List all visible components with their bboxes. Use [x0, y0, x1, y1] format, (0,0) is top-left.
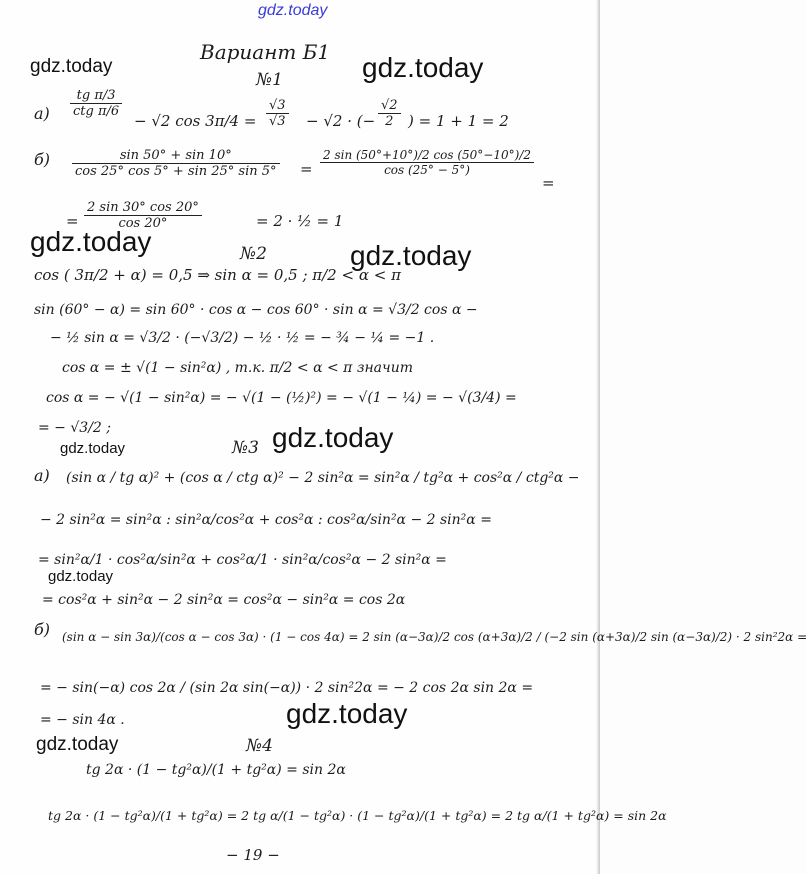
task1b-step2-end: = 2 · ½ = 1 [256, 212, 344, 230]
task-number-3: №3 [232, 438, 259, 458]
task1b-label: б) [34, 150, 51, 169]
task1b-den: cos 25° cos 5° + sin 25° sin 5° [75, 164, 277, 179]
task1a-label: а) [34, 104, 50, 123]
task1b-rhs-fraction [320, 148, 534, 177]
task4-line-2: tg 2α · (1 − tg²α)/(1 + tg²α) = 2 tg α/(1 − tg²α) · (1 − tg²α)/(1 + tg²α) = 2 tg α/(1 + tg²α) = sin 2α [48, 808, 667, 823]
task1a-mid2: − √2 · (− [306, 112, 376, 130]
task3a-line-1: (sin α / tg α)² + (cos α / ctg α)² − 2 sin²α = sin²α / tg²α + cos²α / ctg²α − [66, 470, 580, 486]
watermark: gdz.today [350, 240, 472, 271]
task2-line-5: cos α = − √(1 − sin²α) = − √(1 − (½)²) = − √(1 − ¼) = − √(3/4) = [46, 390, 517, 406]
task1a-mid: − √2 cos 3π/4 = [134, 112, 257, 130]
task1a-lhs-num: tg π/3 [70, 88, 122, 104]
watermark: gdz.today [362, 52, 484, 83]
task-number-1: №1 [256, 70, 283, 90]
task1a-fraction-1 [266, 98, 289, 129]
task3b-line-3: = − sin 4α . [40, 712, 125, 728]
variant-heading: Вариант Б1 [200, 40, 331, 64]
task3a-line-4: = cos²α + sin²α − 2 sin²α = cos²α − sin²α = cos 2α [42, 592, 406, 608]
task4-line-1: tg 2α · (1 − tg²α)/(1 + tg²α) = sin 2α [86, 762, 346, 778]
task1a-lhs-fraction [70, 88, 122, 119]
watermark: gdz.today [60, 440, 126, 457]
task1b-lhs-fraction [72, 148, 280, 179]
task1b-eq3: = [66, 212, 79, 230]
task1b-num: sin 50° + sin 10° [72, 148, 280, 164]
task1b-eq2: = [542, 174, 555, 192]
task1a-end: ) = 1 + 1 = 2 [408, 112, 509, 130]
task3a-line-2: − 2 sin²α = sin²α : sin²α/cos²α + cos²α : cos²α/sin²α − 2 sin²α = [40, 512, 492, 528]
task1a-lhs-den: ctg π/6 [73, 104, 120, 119]
task3a-line-3: = sin²α/1 · cos²α/sin²α + cos²α/1 · sin²α/cos²α − 2 sin²α = [38, 552, 447, 568]
watermark: gdz.today [286, 698, 408, 729]
page-number: − 19 − [226, 846, 280, 864]
watermark: gdz.today [272, 422, 394, 453]
watermark: gdz.today [30, 56, 113, 77]
task1b-step2-num: 2 sin 30° cos 20° [84, 200, 202, 216]
task3b-label: б) [34, 620, 51, 639]
task2-line-3: − ½ sin α = √3/2 · (−√3/2) − ½ · ½ = − ¾ − ¼ = −1 . [50, 330, 435, 346]
task1a-fraction-2 [378, 98, 401, 129]
task1b-eq: = [300, 160, 313, 178]
task1a-f1-den: √3 [269, 114, 286, 129]
watermark: gdz.today [36, 734, 119, 755]
task1b-step2-den: cos 20° [118, 216, 168, 231]
task1a-f2-num: √2 [378, 98, 401, 114]
task1b-step2-fraction [84, 200, 202, 231]
task1a-f2-den: 2 [385, 114, 394, 129]
task1b-rhs-den: cos (25° − 5°) [384, 163, 470, 177]
watermark-top: gdz.today [258, 2, 328, 19]
task2-line-4: cos α = ± √(1 − sin²α) , т.к. π/2 < α < π значит [62, 360, 414, 376]
task3b-line-2: = − sin(−α) cos 2α / (sin 2α sin(−α)) · 2 sin²2α = − 2 cos 2α sin 2α = [40, 680, 534, 696]
page-edge-shadow [596, 0, 600, 874]
task-number-4: №4 [246, 736, 273, 756]
task2-line-6: = − √3/2 ; [38, 420, 111, 436]
watermark: gdz.today [30, 226, 152, 257]
task1a-f1-num: √3 [266, 98, 289, 114]
task2-line-1: cos ( 3π/2 + α) = 0,5 ⇒ sin α = 0,5 ; π/2 < α < π [34, 266, 401, 284]
task-number-2: №2 [240, 244, 267, 264]
task2-line-2: sin (60° − α) = sin 60° · cos α − cos 60° · sin α = √3/2 cos α − [34, 302, 478, 318]
task3b-line-1: (sin α − sin 3α)/(cos α − cos 3α) · (1 − cos 4α) = 2 sin (α−3α)/2 cos (α+3α)/2 / (−2 sin (α+3α)/2 sin (α−3α)/2) · 2 sin²2α = [62, 630, 807, 644]
task3a-label: а) [34, 466, 50, 485]
task1b-rhs-num: 2 sin (50°+10°)/2 cos (50°−10°)/2 [320, 148, 534, 163]
watermark: gdz.today [48, 568, 114, 585]
